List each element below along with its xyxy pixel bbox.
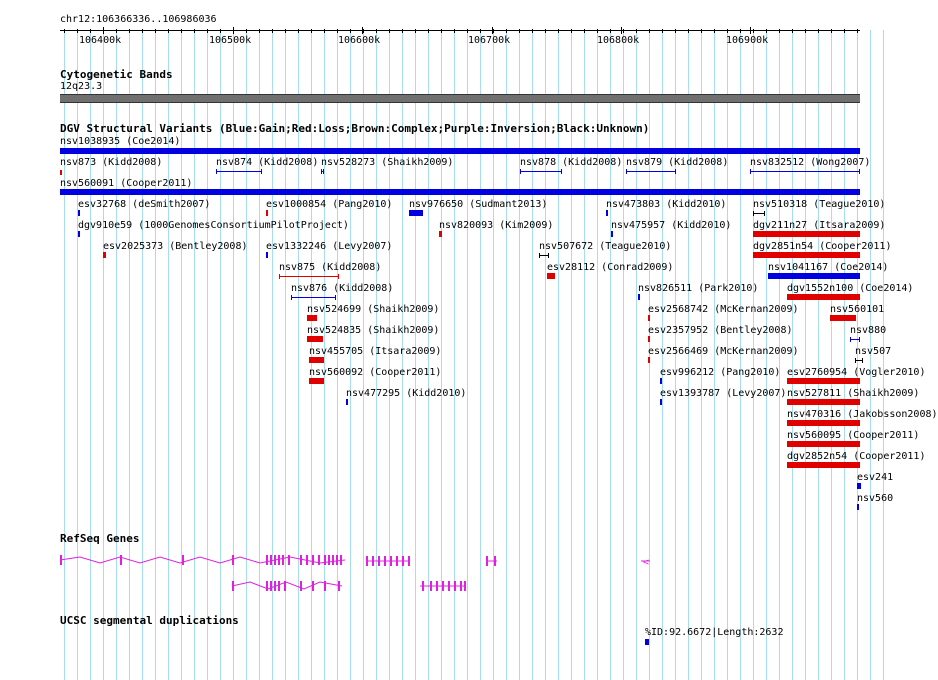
dgv-feature-label[interactable]: nsv1041167 (Coe2014) [768,262,889,273]
exon [270,555,272,565]
exon [384,556,386,566]
exon [182,555,184,565]
ruler-tick-label: 106800k [597,35,640,46]
dgv-feature-label[interactable]: esv241 [857,472,894,483]
dgv-feature-label[interactable]: esv32768 (deSmith2007) [78,199,211,210]
exon [430,581,432,591]
exon [328,555,330,565]
exon [324,581,326,591]
exon [282,555,284,565]
exon [336,555,338,565]
exon [390,556,392,566]
dgv-feature-label[interactable]: nsv832512 (Wong2007) [750,157,871,168]
dgv-feature-label[interactable]: nsv528273 (Shaikh2009) [321,157,454,168]
dgv-feature-label[interactable]: nsv560 [857,493,894,504]
dgv-feature-label[interactable]: nsv524699 (Shaikh2009) [307,304,440,315]
exon [460,581,462,591]
gene-btbd11-a[interactable] [60,557,345,563]
dgv-feature-label[interactable]: nsv876 (Kidd2008) [291,283,394,294]
exon [378,556,380,566]
dgv-feature-label[interactable]: dgv1552n100 (Coe2014) [787,283,914,294]
exon [332,555,334,565]
dgv-feature-label[interactable]: nsv560091 (Cooper2011) [60,178,193,189]
dgv-feature-label[interactable]: nsv560092 (Cooper2011) [309,367,442,378]
dgv-feature-label[interactable]: esv28112 (Conrad2009) [547,262,674,273]
dgv-feature-label[interactable]: nsv507 [855,346,892,357]
dgv-feature-label[interactable]: esv2357952 (Bentley2008) [648,325,793,336]
ruler-tick-label: 106600k [338,35,381,46]
dgv-feature-label[interactable]: dgv211n27 (Itsara2009) [753,220,886,231]
exon [274,581,276,591]
exon [338,581,340,591]
ruler-tick-label: 106400k [79,35,122,46]
ruler-tick-label: 106700k [468,35,511,46]
dgv-feature-label[interactable]: nsv873 (Kidd2008) [60,157,163,168]
exon [274,555,276,565]
exon [300,555,302,565]
gene-loc-arrow: < [643,557,650,568]
dgv-feature-label[interactable]: esv1332246 (Levy2007) [266,241,393,252]
dgv-feature-label[interactable]: nsv880 [850,325,887,336]
exon [436,581,438,591]
exon [288,555,290,565]
dgv-feature-label[interactable]: nsv875 (Kidd2008) [279,262,382,273]
exon [486,556,488,566]
dgv-feature-label[interactable]: dgv2851n54 (Cooper2011) [753,241,892,252]
dgv-feature-label[interactable]: nsv826511 (Park2010) [638,283,759,294]
exon [312,555,314,565]
dgv-feature-label[interactable]: dgv910e59 (1000GenomesConsortiumPilotProject) [78,220,349,231]
exon [278,581,280,591]
dgv-feature-label[interactable]: nsv976650 (Sudmant2013) [409,199,548,210]
exon [464,581,466,591]
dgv-feature-label[interactable]: dgv2852n54 (Cooper2011) [787,451,926,462]
dgv-feature-label[interactable]: nsv470316 (Jakobsson2008) [787,409,938,420]
track-title-cytobands[interactable]: Cytogenetic Bands [60,68,173,81]
exon [454,581,456,591]
exon [312,581,314,591]
dgv-feature-label[interactable]: esv1393787 (Levy2007) [660,388,787,399]
dgv-feature-label[interactable]: nsv475957 (Kidd2010) [611,220,732,231]
exon [232,555,234,565]
dgv-feature-label[interactable]: esv996212 (Pang2010) [660,367,781,378]
dgv-feature-label[interactable]: esv2760954 (Vogler2010) [787,367,926,378]
exon [60,555,62,565]
exon [232,581,234,591]
exon [366,556,368,566]
exon [284,581,286,591]
dgv-feature-label[interactable]: nsv507672 (Teague2010) [539,241,672,252]
dgv-feature-label[interactable]: esv1000854 (Pang2010) [266,199,393,210]
dgv-feature-label[interactable]: nsv879 (Kidd2008) [626,157,729,168]
dgv-feature-label[interactable]: nsv524835 (Shaikh2009) [307,325,440,336]
exon [324,555,326,565]
dgv-feature-label[interactable]: nsv874 (Kidd2008) [216,157,319,168]
dgv-feature-label[interactable]: nsv477295 (Kidd2010) [346,388,467,399]
exon [408,556,410,566]
exon [270,581,272,591]
dgv-feature-label[interactable]: nsv473803 (Kidd2010) [606,199,727,210]
dgv-feature-label[interactable]: esv2025373 (Bentley2008) [103,241,248,252]
ruler-tick-label: 106900k [726,35,769,46]
exon [448,581,450,591]
dgv-feature-label[interactable]: nsv510318 (Teague2010) [753,199,886,210]
segdup-feature[interactable] [645,639,649,645]
exon [422,581,424,591]
exon [300,581,302,591]
dgv-feature-label[interactable]: nsv1038935 (Coe2014) [60,136,181,147]
dgv-feature-label[interactable]: nsv455705 (Itsara2009) [309,346,442,357]
ruler-location: chr12:106366336..106986036 [60,14,217,25]
exon [318,555,320,565]
exon [266,581,268,591]
dgv-feature-label[interactable]: nsv878 (Kidd2008) [520,157,623,168]
exon [278,555,280,565]
dgv-feature-label[interactable]: esv2566469 (McKernan2009) [648,346,799,357]
dgv-feature-label[interactable]: esv2568742 (McKernan2009) [648,304,799,315]
exon [120,555,122,565]
exon [494,556,496,566]
segdup-label: %ID:92.6672|Length:2632 [645,627,784,638]
exon [396,556,398,566]
ruler-tick-label: 106500k [209,35,252,46]
dgv-feature-label[interactable]: nsv820093 (Kim2009) [439,220,554,231]
exon [306,555,308,565]
exon [372,556,374,566]
exon [402,556,404,566]
dgv-feature-label[interactable]: nsv527811 (Shaikh2009) [787,388,920,399]
dgv-feature-label[interactable]: nsv560101 [830,304,885,315]
track-title-refseq[interactable]: RefSeq Genes [60,532,140,545]
exon [442,581,444,591]
exon [340,555,342,565]
cytoband-label: 12q23.3 [60,81,103,92]
track-title-dgv[interactable]: DGV Structural Variants (Blue:Gain;Red:Loss;Brown:Complex;Purple:Inversion;Black:Unknown) [60,122,650,135]
track-title-segdup[interactable]: UCSC segmental duplications [60,614,239,627]
dgv-feature-label[interactable]: nsv560095 (Cooper2011) [787,430,920,441]
exon [266,555,268,565]
